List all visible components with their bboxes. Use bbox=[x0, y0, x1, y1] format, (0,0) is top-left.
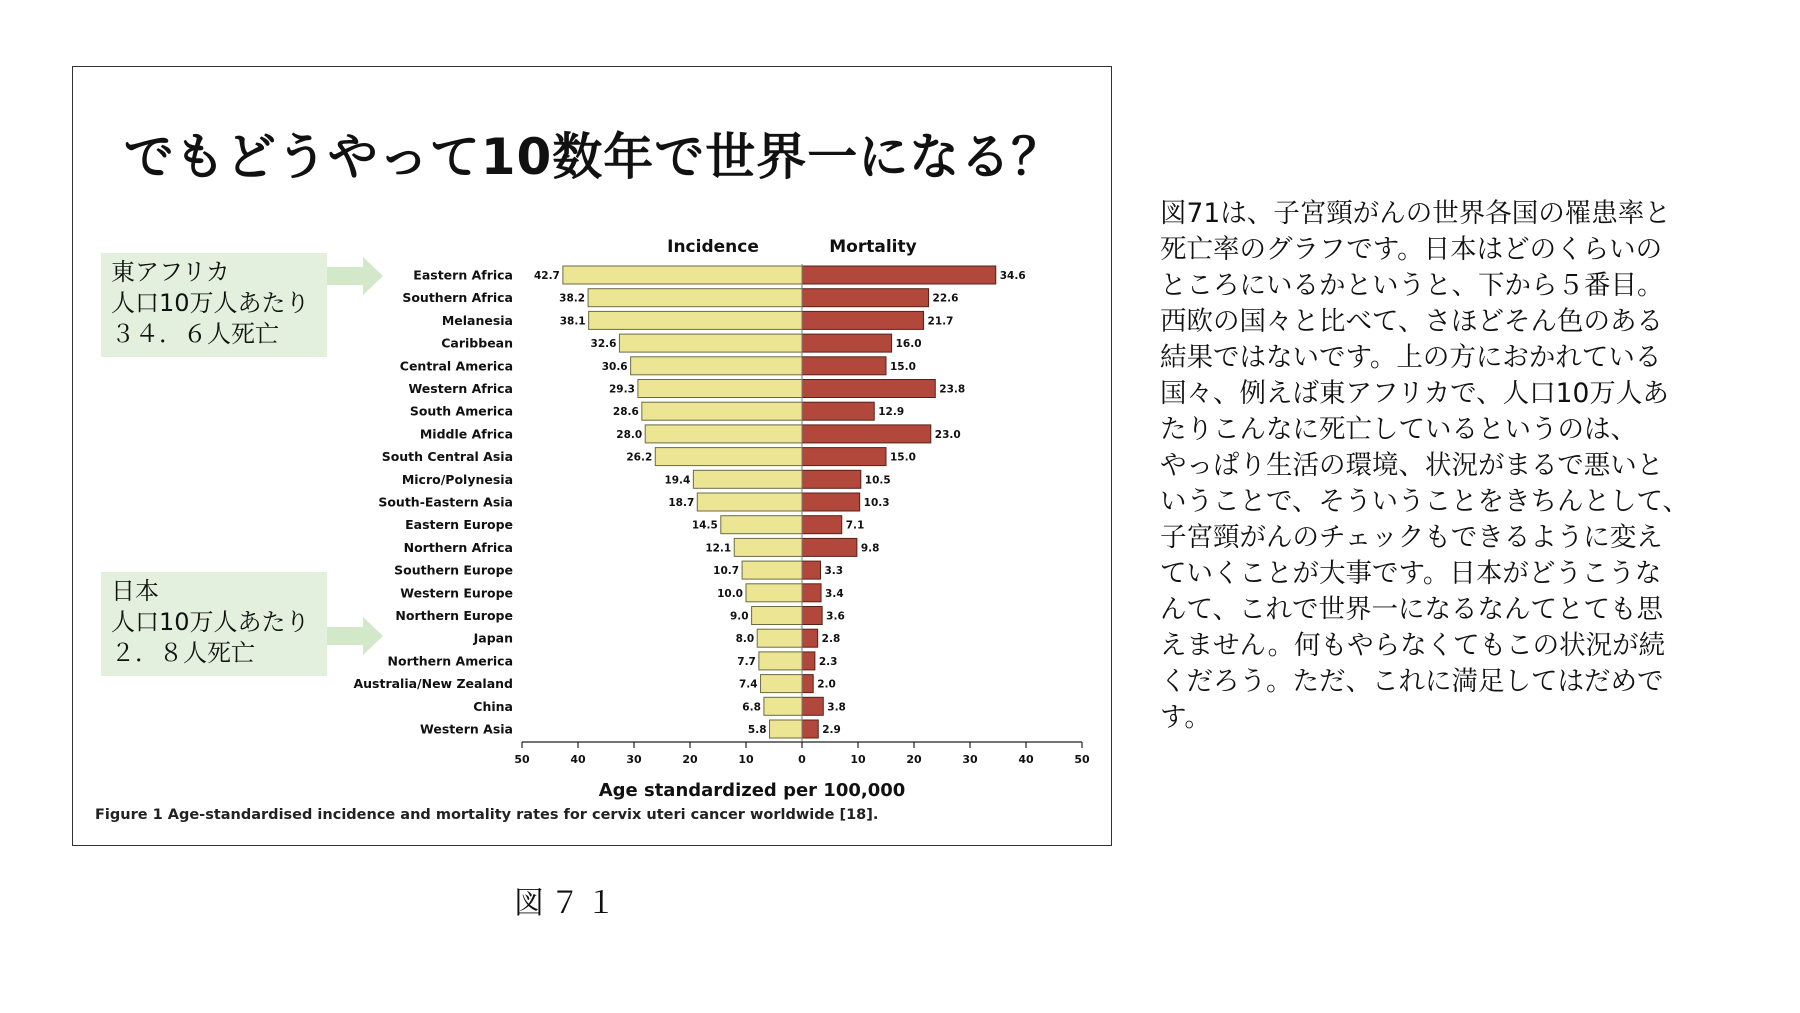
mortality-bar bbox=[802, 720, 818, 738]
mortality-value-label: 3.3 bbox=[824, 565, 844, 578]
x-tick-label: 20 bbox=[682, 753, 698, 766]
mortality-bar bbox=[802, 266, 996, 284]
x-tick-label: 30 bbox=[962, 753, 978, 766]
incidence-value-label: 8.0 bbox=[735, 633, 755, 646]
category-label: Western Europe bbox=[400, 585, 513, 601]
slide-title: でもどうやって10数年で世界一になる？ bbox=[123, 128, 1063, 186]
explanation-line: えません。何もやらなくてもこの状況が続 bbox=[1160, 630, 1666, 661]
incidence-value-label: 38.1 bbox=[559, 315, 586, 328]
incidence-bar bbox=[631, 357, 802, 375]
mortality-value-label: 16.0 bbox=[895, 338, 922, 351]
mortality-bar bbox=[802, 380, 935, 398]
explanation-line: いうことで、そういうことをきちんとして、 bbox=[1160, 486, 1689, 517]
x-tick-label: 10 bbox=[738, 753, 754, 766]
mortality-bar bbox=[802, 584, 821, 602]
incidence-bar bbox=[697, 493, 802, 511]
category-label: Caribbean bbox=[441, 335, 513, 351]
incidence-value-label: 12.1 bbox=[705, 542, 732, 555]
mortality-value-label: 15.0 bbox=[890, 451, 916, 464]
incidence-value-label: 10.0 bbox=[717, 587, 743, 600]
x-tick-label: 40 bbox=[1018, 753, 1034, 766]
incidence-value-label: 7.7 bbox=[737, 655, 756, 668]
x-tick-label: 30 bbox=[626, 753, 642, 766]
mortality-value-label: 12.9 bbox=[878, 406, 905, 419]
category-label: Southern Europe bbox=[394, 562, 513, 578]
mortality-bar bbox=[802, 697, 823, 715]
category-label: China bbox=[473, 698, 513, 714]
slide-frame bbox=[72, 66, 1112, 846]
explanation-line: 国々、例えば東アフリカで、人口10万人あ bbox=[1160, 378, 1669, 409]
mortality-bar bbox=[802, 470, 861, 488]
category-label: Micro/Polynesia bbox=[401, 471, 513, 487]
x-tick-label: 10 bbox=[850, 753, 866, 766]
incidence-bar bbox=[619, 334, 802, 352]
incidence-value-label: 18.7 bbox=[668, 497, 695, 509]
category-label: Eastern Africa bbox=[413, 267, 513, 283]
incidence-value-label: 32.6 bbox=[590, 338, 617, 351]
incidence-bar bbox=[746, 584, 802, 602]
explanation-line: 結果ではないです。上の方におかれている bbox=[1160, 342, 1662, 373]
category-label: Western Asia bbox=[420, 721, 513, 737]
x-axis-title: Age standardized per 100,000 bbox=[598, 780, 906, 801]
mortality-bar bbox=[802, 402, 874, 420]
mortality-bar bbox=[802, 448, 886, 466]
incidence-bar bbox=[693, 470, 802, 488]
incidence-value-label: 9.0 bbox=[729, 610, 749, 623]
incidence-value-label: 38.2 bbox=[559, 292, 586, 305]
incidence-value-label: 19.4 bbox=[664, 474, 691, 487]
callout-line: ３４．６人死亡 bbox=[111, 320, 279, 348]
incidence-value-label: 28.0 bbox=[616, 428, 643, 441]
mortality-value-label: 9.8 bbox=[860, 542, 880, 555]
explanation-line: くだろう。ただ、これに満足してはだめで bbox=[1160, 666, 1664, 697]
incidence-bar bbox=[764, 697, 802, 715]
mortality-value-label: 3.8 bbox=[827, 701, 846, 714]
mortality-bar bbox=[802, 652, 815, 670]
x-tick-label: 50 bbox=[1074, 753, 1090, 766]
callout-line: 人口10万人あたり bbox=[111, 289, 310, 317]
mortality-bar bbox=[802, 629, 818, 647]
callout-line: ２．８人死亡 bbox=[111, 639, 255, 667]
chart bbox=[73, 67, 1113, 847]
category-label: Melanesia bbox=[441, 312, 513, 328]
explanation-line: んて、これで世界一になるなんてとても思 bbox=[1160, 594, 1663, 625]
incidence-value-label: 5.8 bbox=[747, 724, 767, 736]
incidence-bar bbox=[742, 561, 802, 579]
mortality-value-label: 21.7 bbox=[927, 315, 954, 328]
x-tick-label: 50 bbox=[514, 753, 530, 766]
explanation-line: 死亡率のグラフです。日本はどのくらいの bbox=[1160, 234, 1663, 265]
mortality-value-label: 34.6 bbox=[999, 270, 1026, 282]
incidence-value-label: 10.7 bbox=[713, 565, 740, 578]
category-label: Japan bbox=[473, 630, 513, 646]
mortality-bar bbox=[802, 357, 886, 375]
incidence-bar bbox=[589, 311, 802, 329]
mortality-bar bbox=[802, 561, 820, 579]
series-label-mortality: Mortality bbox=[829, 237, 917, 257]
mortality-bar bbox=[802, 289, 929, 307]
category-label: Western Africa bbox=[408, 381, 513, 396]
callout-line: 日本 bbox=[111, 577, 159, 605]
category-label: Northern America bbox=[387, 653, 513, 669]
chart-root bbox=[353, 237, 1090, 801]
mortality-bar bbox=[802, 311, 924, 329]
mortality-bar bbox=[802, 516, 842, 534]
category-label: Northern Africa bbox=[403, 539, 513, 555]
mortality-value-label: 23.8 bbox=[939, 383, 966, 396]
incidence-bar bbox=[588, 289, 802, 307]
incidence-bar bbox=[563, 266, 802, 284]
incidence-bar bbox=[759, 652, 802, 670]
explanation-line: たりこんなに死亡しているというのは、 bbox=[1160, 414, 1637, 445]
mortality-value-label: 22.6 bbox=[932, 292, 959, 305]
mortality-bar bbox=[802, 334, 892, 352]
incidence-bar bbox=[761, 675, 802, 693]
explanation-line: す。 bbox=[1160, 702, 1211, 733]
callout-line: 人口10万人あたり bbox=[111, 608, 310, 636]
incidence-bar bbox=[734, 538, 802, 556]
mortality-bar bbox=[802, 675, 813, 693]
explanation-line: 子宮頸がんのチェックもできるように変え bbox=[1160, 522, 1663, 553]
mortality-value-label: 2.3 bbox=[818, 655, 838, 668]
category-label: South Central Asia bbox=[381, 449, 513, 465]
mortality-value-label: 15.0 bbox=[890, 360, 916, 373]
x-tick-label: 20 bbox=[906, 753, 922, 766]
callout-line: 東アフリカ bbox=[111, 258, 230, 286]
incidence-bar bbox=[655, 448, 802, 466]
incidence-value-label: 30.6 bbox=[601, 360, 628, 373]
category-label: Central America bbox=[399, 358, 513, 374]
incidence-bar bbox=[770, 720, 802, 738]
series-label-incidence: Incidence bbox=[667, 237, 759, 257]
explanation-line: やっぱり生活の環境、状況がまるで悪いと bbox=[1160, 450, 1664, 481]
incidence-value-label: 42.7 bbox=[533, 270, 560, 282]
mortality-value-label: 2.9 bbox=[822, 724, 841, 736]
mortality-value-label: 7.1 bbox=[845, 519, 865, 532]
explanation-line: 図71は、子宮頸がんの世界各国の罹患率と bbox=[1160, 198, 1671, 229]
category-label: Middle Africa bbox=[419, 426, 513, 442]
explanation-line: 西欧の国々と比べて、さほどそん色のある bbox=[1160, 306, 1663, 337]
figure-number: 図７１ bbox=[514, 886, 622, 921]
category-label: Eastern Europe bbox=[405, 517, 513, 533]
incidence-value-label: 26.2 bbox=[626, 451, 653, 464]
incidence-value-label: 6.8 bbox=[742, 701, 761, 714]
mortality-bar bbox=[802, 538, 857, 556]
incidence-bar bbox=[645, 425, 802, 443]
category-label: Australia/New Zealand bbox=[353, 676, 513, 692]
explanation-line: ていくことが大事です。日本がどうこうな bbox=[1160, 558, 1662, 589]
mortality-value-label: 2.8 bbox=[821, 633, 841, 646]
mortality-bar bbox=[802, 493, 860, 511]
explanation-line: ところにいるかというと、下から５番目。 bbox=[1160, 270, 1664, 301]
mortality-value-label: 3.6 bbox=[826, 610, 845, 623]
category-label: Northern Europe bbox=[395, 608, 513, 623]
incidence-bar bbox=[752, 607, 802, 625]
category-label: South-Eastern Asia bbox=[378, 494, 513, 510]
mortality-value-label: 2.0 bbox=[817, 678, 836, 691]
incidence-value-label: 7.4 bbox=[738, 678, 758, 691]
incidence-bar bbox=[721, 516, 802, 534]
mortality-bar bbox=[802, 607, 822, 625]
incidence-bar bbox=[642, 402, 802, 420]
explanation-text bbox=[1160, 196, 1800, 736]
x-tick-label: 40 bbox=[570, 753, 586, 766]
incidence-value-label: 28.6 bbox=[612, 406, 639, 419]
x-tick-label: 0 bbox=[798, 753, 806, 766]
mortality-value-label: 10.5 bbox=[864, 474, 891, 487]
figure-caption: Figure 1 Age-standardised incidence and mortality rates for cervix uteri cancer worldwide [18]. bbox=[95, 807, 879, 823]
incidence-value-label: 29.3 bbox=[608, 383, 635, 396]
mortality-value-label: 23.0 bbox=[934, 428, 961, 441]
incidence-bar bbox=[638, 380, 802, 398]
incidence-bar bbox=[757, 629, 802, 647]
incidence-value-label: 14.5 bbox=[691, 519, 718, 532]
category-label: South America bbox=[409, 403, 513, 419]
mortality-value-label: 10.3 bbox=[863, 497, 890, 509]
mortality-bar bbox=[802, 425, 931, 443]
mortality-value-label: 3.4 bbox=[825, 587, 844, 600]
category-label: Southern Africa bbox=[402, 290, 513, 306]
